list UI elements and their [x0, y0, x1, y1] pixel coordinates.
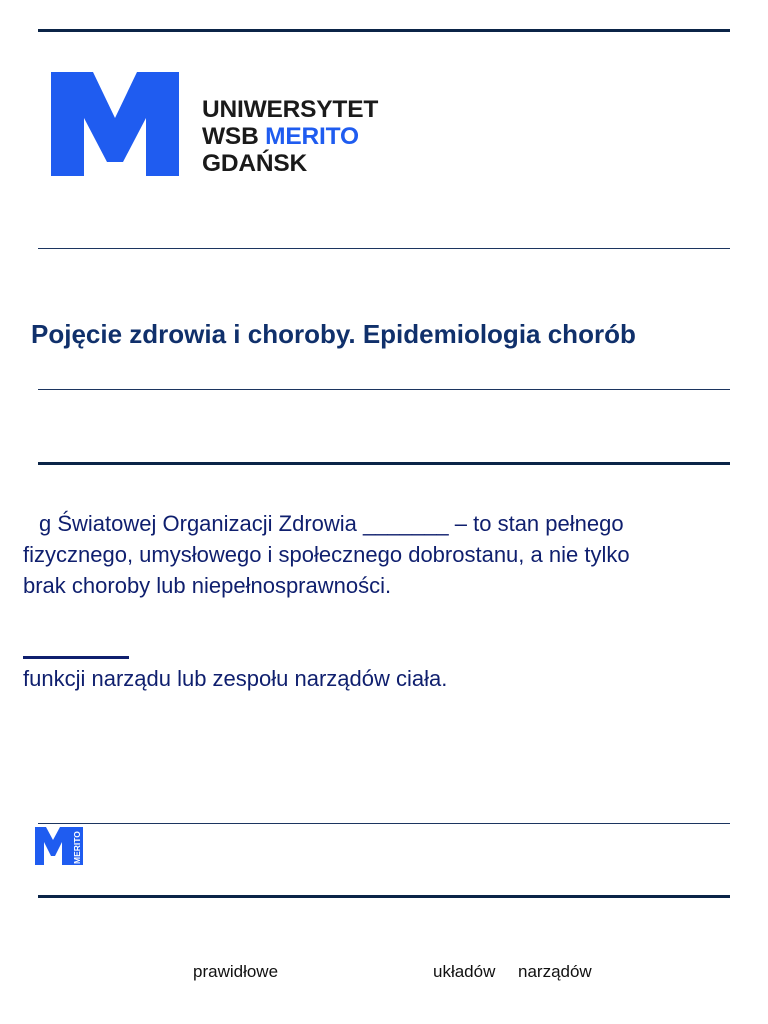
page-title: Pojęcie zdrowia i choroby. Epidemiologia chorób — [31, 319, 636, 349]
logo-line-3: GDAŃSK — [202, 150, 307, 177]
divider-3 — [38, 462, 730, 465]
merito-m-logo-icon — [51, 72, 179, 176]
paragraph-line-1: g Światowej Organizacji Zdrowia _______ – to stan pełnego — [39, 511, 624, 536]
university-logo-text — [202, 96, 378, 177]
paragraph-2-line-1: funkcji narządu lub zespołu narządów ciała. — [23, 666, 448, 691]
footer-word-1: prawidłowe — [193, 962, 279, 981]
small-logo-text: MERITO — [72, 831, 82, 864]
merito-small-logo-icon — [35, 827, 83, 865]
logo-merito: MERITO — [265, 123, 359, 150]
top-rule — [38, 29, 730, 32]
divider-2 — [38, 389, 730, 390]
logo-line-1: UNIWERSYTET — [202, 96, 379, 123]
divider-4 — [38, 823, 730, 824]
fill-in-blank — [23, 656, 129, 659]
bottom-rule — [38, 895, 730, 898]
logo-wsb: WSB — [202, 123, 259, 150]
definition-paragraph — [23, 508, 743, 601]
footer-word-2: układów — [433, 962, 496, 981]
footer-word-3: narządów — [518, 962, 592, 981]
paragraph-line-2: fizycznego, umysłowego i społecznego dobrostanu, a nie tylko — [23, 542, 630, 567]
divider-1 — [38, 248, 730, 249]
paragraph-line-3: brak choroby lub niepełnosprawności. — [23, 573, 392, 598]
logo-line-2 — [202, 123, 378, 150]
